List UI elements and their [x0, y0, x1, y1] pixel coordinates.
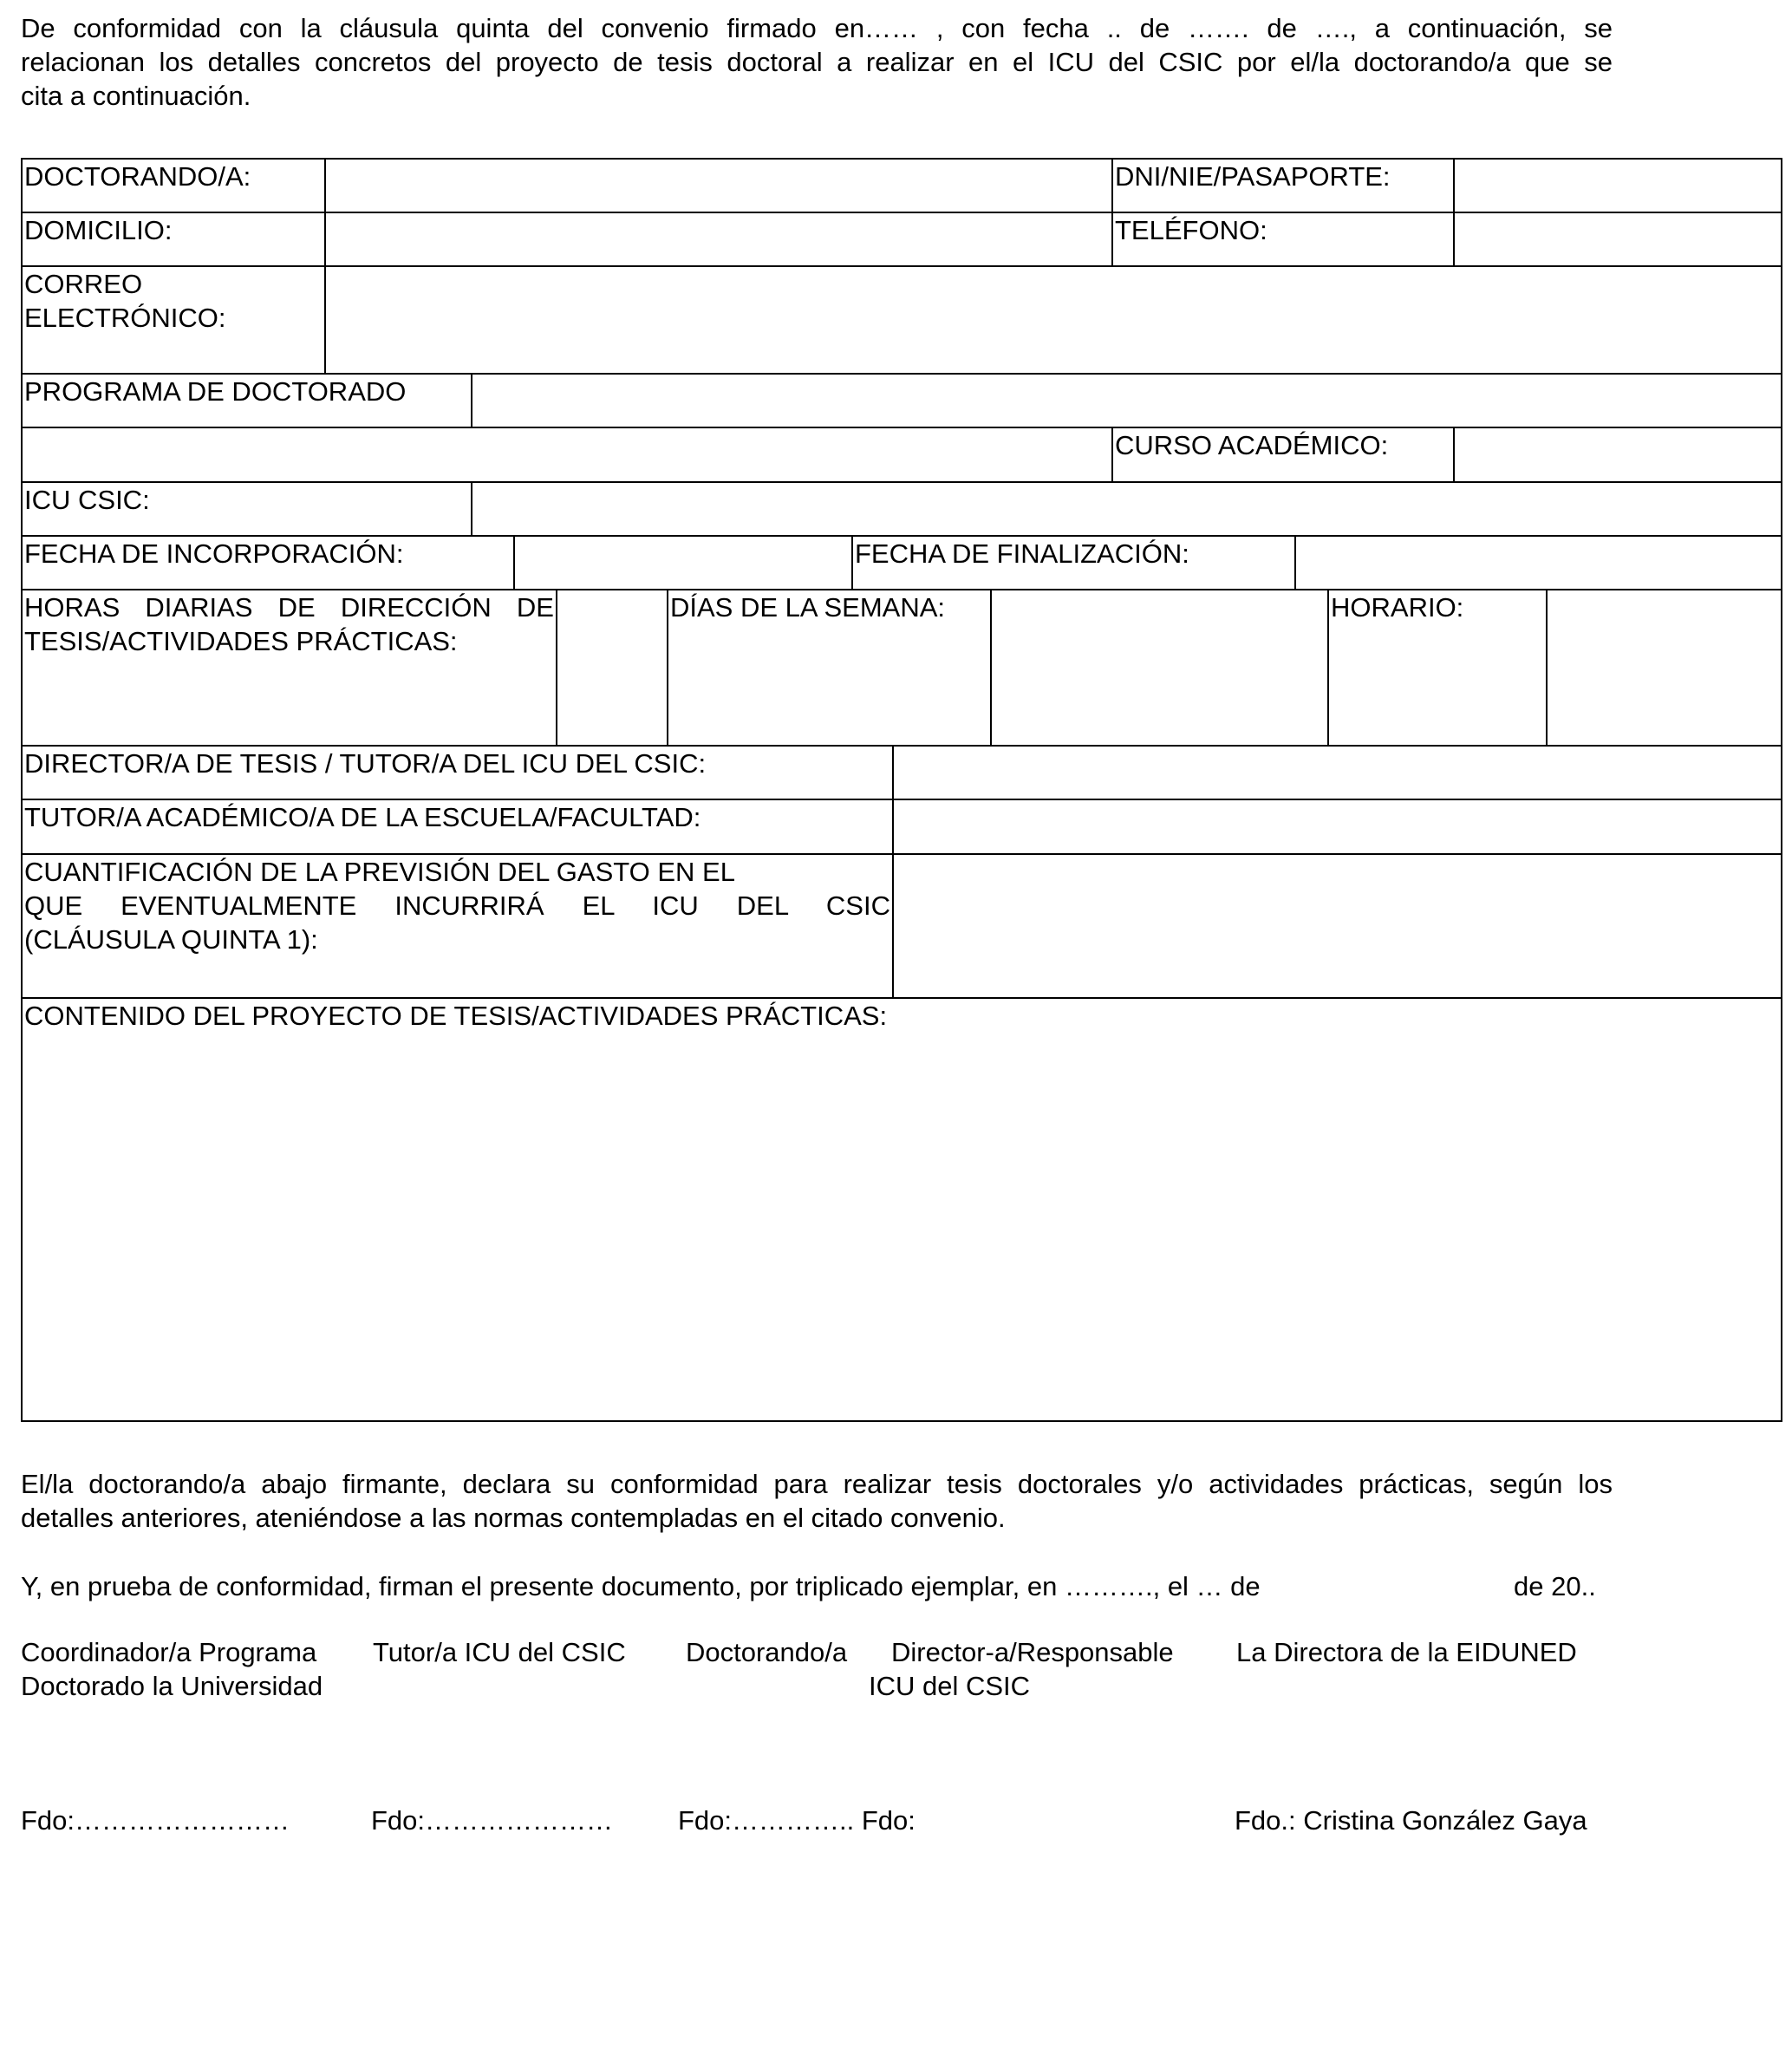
fecha-incorporacion-label: FECHA DE INCORPORACIÓN:: [24, 538, 404, 569]
telefono-label: TELÉFONO:: [1111, 213, 1453, 265]
proof-year: de 20..: [1514, 1571, 1596, 1601]
sig-doctorando-role: Doctorando/a: [686, 1637, 848, 1667]
correo-label: CORREO ELECTRÓNICO:: [24, 269, 226, 333]
sig-director-role-2: ICU del CSIC: [869, 1671, 1031, 1701]
row-fechas: [23, 537, 1781, 590]
programa-label: PROGRAMA DE DOCTORADO: [24, 376, 407, 407]
curso-label: CURSO ACADÉMICO:: [1111, 428, 1453, 481]
domicilio-label: DOMICILIO:: [24, 215, 173, 245]
intro-paragraph: [21, 11, 1613, 113]
horas-field[interactable]: [556, 590, 667, 745]
fecha-finalizacion-field[interactable]: [1294, 537, 1781, 589]
sig-fdo-coordinador: Fdo:……………………: [21, 1805, 290, 1836]
row-programa: [23, 375, 1781, 428]
sig-tutor-icu-role: Tutor/a ICU del CSIC: [373, 1637, 626, 1667]
tutor-label: TUTOR/A ACADÉMICO/A DE LA ESCUELA/FACULTAD:: [24, 802, 701, 832]
horas-label: HORAS DIARIAS DE DIRECCIÓN DE TESIS/ACTIVIDADES PRÁCTICAS:: [24, 592, 554, 656]
row-tutor: [23, 800, 1781, 855]
sig-director-role-1: Director-a/Responsable: [891, 1637, 1174, 1667]
sig-directora-role: La Directora de la EIDUNED: [1236, 1637, 1577, 1667]
contenido-label: CONTENIDO DEL PROYECTO DE TESIS/ACTIVIDADES PRÁCTICAS:: [24, 1001, 888, 1031]
curso-field[interactable]: [1453, 428, 1781, 481]
dni-label: DNI/NIE/PASAPORTE:: [1111, 160, 1453, 212]
intro-line-2: relacionan los detalles concretos del proyecto de tesis doctoral a realizar en el ICU del CSIC por el/la doctorando/a que se: [21, 47, 1613, 77]
fecha-incorporacion-field[interactable]: [513, 537, 851, 589]
declaration-line-2: detalles anteriores, ateniéndose a las normas contempladas en el citado convenio.: [21, 1503, 1006, 1533]
row-doctorando: [23, 160, 1781, 213]
contenido-field[interactable]: [23, 999, 1781, 1420]
dni-field[interactable]: [1453, 160, 1781, 212]
row-horas: [23, 590, 1781, 747]
doctoral-form-table: [21, 158, 1782, 1422]
row-cuantificacion: [23, 855, 1781, 999]
icu-field[interactable]: [471, 483, 1781, 535]
tutor-field[interactable]: [892, 800, 1781, 853]
declaration-paragraph: [21, 1467, 1613, 1535]
sig-fdo-tutor: Fdo:…………………: [371, 1805, 614, 1836]
proof-text: Y, en prueba de conformidad, firman el presente documento, por triplicado ejemplar, en ………., el … de: [21, 1571, 1261, 1601]
icu-label: ICU CSIC:: [24, 485, 150, 515]
declaration-line-1: El/la doctorando/a abajo firmante, declara su conformidad para realizar tesis doctorales y/o actividades prácticas, según los: [21, 1469, 1613, 1499]
intro-line-1: De conformidad con la cláusula quinta del convenio firmado en…… , con fecha .. de ……. de …., a continuación, se: [21, 13, 1613, 43]
sig-fdo-directora: Fdo.: Cristina González Gaya: [1235, 1805, 1587, 1836]
row-icu: [23, 483, 1781, 537]
intro-line-3: cita a continuación.: [21, 81, 251, 111]
fecha-finalizacion-label: FECHA DE FINALIZACIÓN:: [851, 537, 1294, 589]
horario-field[interactable]: [1546, 590, 1781, 745]
doctorando-field[interactable]: [324, 160, 1111, 212]
director-label: DIRECTOR/A DE TESIS / TUTOR/A DEL ICU DEL CSIC:: [24, 748, 707, 779]
cuantificacion-label: CUANTIFICACIÓN DE LA PREVISIÓN DEL GASTO EN EL QUE EVENTUALMENTE INCURRIRÁ EL ICU DEL CSIC (CLÁUSULA QUINTA 1):: [24, 857, 890, 955]
programa-field[interactable]: [471, 375, 1781, 427]
row-correo: [23, 267, 1781, 375]
dias-field[interactable]: [990, 590, 1327, 745]
cuantificacion-field[interactable]: [892, 855, 1781, 997]
dias-label: DÍAS DE LA SEMANA:: [667, 590, 990, 745]
programa-field-continued[interactable]: [23, 428, 1111, 481]
row-domicilio: [23, 213, 1781, 267]
horario-label: HORARIO:: [1327, 590, 1546, 745]
row-contenido: [23, 999, 1781, 1420]
telefono-field[interactable]: [1453, 213, 1781, 265]
sig-coordinador-role: Coordinador/a Programa Doctorado la Universidad: [21, 1637, 323, 1701]
row-curso: [23, 428, 1781, 483]
director-field[interactable]: [892, 747, 1781, 799]
correo-field[interactable]: [324, 267, 1781, 373]
sig-fdo-doctorando-director: Fdo:………….. Fdo:: [678, 1805, 916, 1836]
row-director: [23, 747, 1781, 800]
doctorando-label: DOCTORANDO/A:: [24, 161, 251, 192]
domicilio-field[interactable]: [324, 213, 1111, 265]
